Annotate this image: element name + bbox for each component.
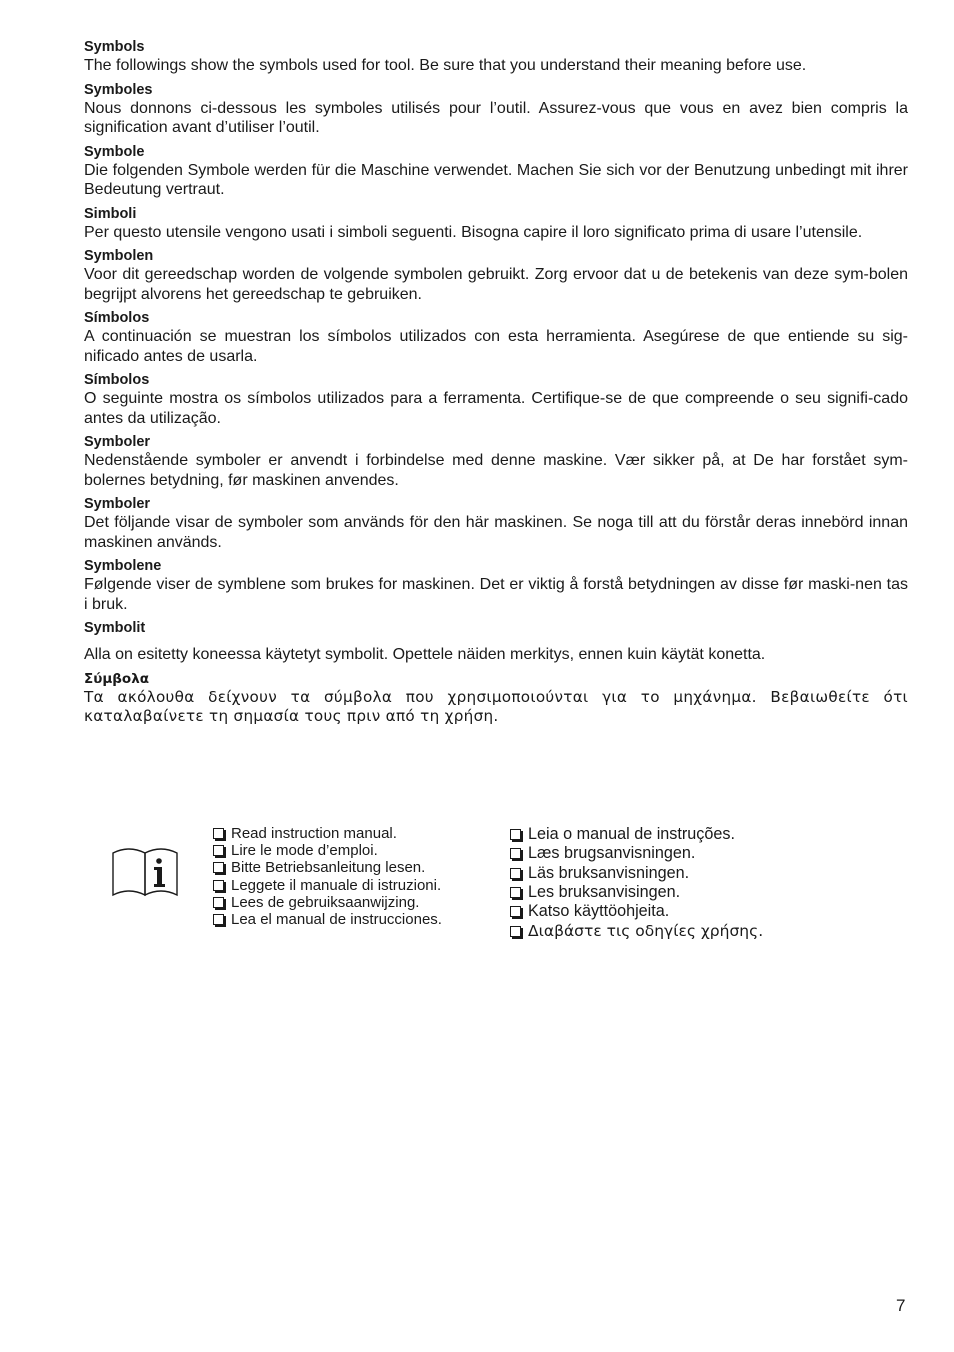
- section-title: Symbole: [84, 143, 145, 160]
- section-swedish: [84, 496, 908, 552]
- section-title: Symbolen: [84, 248, 154, 264]
- list-item: [509, 883, 763, 902]
- list-item: [212, 859, 442, 876]
- section-spanish: [84, 310, 908, 366]
- manual-instructions-list-left: [212, 825, 442, 928]
- list-item: [509, 864, 763, 883]
- section-body: The followings show the symbols used for tool. Be sure that you understand their meaning before use.: [84, 57, 807, 74]
- section-danish: [84, 434, 908, 490]
- list-item-label: Les bruksanvisingen.: [528, 883, 681, 902]
- list-item: [509, 921, 763, 940]
- section-title: Symboles: [84, 81, 153, 98]
- list-item-label: Lire le mode d’emploi.: [231, 842, 378, 860]
- checkbox-icon: [510, 887, 521, 898]
- section-body: Die folgenden Symbole werden für die Maschine verwendet. Machen Sie sich vor der Benutzung unbedingt mit ihrer Bedeutung vertraut.: [84, 161, 908, 198]
- checkbox-icon: [510, 906, 521, 917]
- list-item: [212, 825, 442, 842]
- checkbox-icon: [510, 829, 521, 840]
- section-italian: [84, 206, 908, 243]
- instruction-manual-icon: [112, 842, 178, 898]
- section-body: Følgende viser de symblene som brukes for maskinen. Det er viktig å forstå betydningen av disse før maski-nen tas i bruk.: [84, 576, 908, 613]
- section-body: O seguinte mostra os símbolos utilizados para a ferramenta. Certifique-se de que compreende o seu signifi-cado antes da utilização.: [84, 390, 908, 427]
- checkbox-icon: [213, 862, 224, 873]
- section-title: Symboler: [84, 496, 151, 512]
- section-title: Simboli: [84, 205, 137, 222]
- list-item-label: Read instruction manual.: [231, 825, 397, 843]
- checkbox-icon: [213, 828, 224, 839]
- section-title: Symbolene: [84, 558, 162, 574]
- list-item: [212, 842, 442, 859]
- section-title: Symbolit: [84, 620, 146, 636]
- checkbox-icon: [213, 914, 224, 925]
- section-finnish: [84, 620, 908, 665]
- section-norwegian: [84, 558, 908, 614]
- section-dutch: [84, 248, 908, 304]
- section-body: Alla on esitetty koneessa käytetyt symbolit. Opettele näiden merkitys, ennen kuin käytät konetta.: [84, 646, 766, 663]
- list-item-label: Læs brugsanvisningen.: [528, 844, 696, 863]
- list-item: [212, 911, 442, 928]
- symbols-text-block: [84, 39, 908, 733]
- list-item: [212, 894, 442, 911]
- section-body: Nous donnons ci-dessous les symboles utilisés pour l’outil. Assurez-vous que vous en avez bien compris la signification avant d’utiliser l’outil.: [84, 99, 908, 136]
- section-title: Símbolos: [84, 372, 150, 388]
- section-german: [84, 144, 908, 200]
- section-body: Per questo utensile vengono usati i simboli seguenti. Bisogna capire il loro significato prima di usare l’utensile.: [84, 223, 863, 241]
- checkbox-icon: [510, 848, 521, 859]
- manual-instructions-list-right: [509, 825, 763, 941]
- section-greek: [84, 671, 908, 727]
- list-item-label: Leggete il manuale di istruzioni.: [231, 876, 442, 894]
- section-english: [84, 39, 908, 76]
- list-item: [212, 877, 442, 894]
- section-title: Símbolos: [84, 310, 150, 326]
- list-item-label: Katso käyttöohjeita.: [528, 902, 670, 921]
- list-item: [509, 902, 763, 921]
- section-title: Symboler: [84, 434, 151, 450]
- list-item-label: Bitte Betriebsanleitung lesen.: [231, 859, 426, 877]
- checkbox-icon: [510, 926, 521, 937]
- checkbox-icon: [510, 868, 521, 879]
- list-item-label: Lees de gebruiksaanwijzing.: [231, 893, 420, 911]
- list-item-label: Leia o manual de instruções.: [528, 825, 735, 844]
- page-number: 7: [896, 1296, 906, 1315]
- checkbox-icon: [213, 897, 224, 908]
- section-french: [84, 82, 908, 138]
- section-body: A continuación se muestran los símbolos utilizados con esta herramienta. Asegúrese de que entiende su sig-nificado antes de usarla.: [84, 328, 908, 365]
- section-body: Τα ακόλουθα δείχνουν τα σύμβολα που χρησιμοποιούνται για το μηχάνημα. Βεβαιωθείτε ότι καταλαβαίνετε τη σημασία τους πριν από τη χρήση.: [84, 687, 908, 725]
- list-item-label: Διαβάστε τις οδηγίες χρήσης.: [528, 922, 764, 941]
- section-title: Σύμβολα: [84, 670, 150, 687]
- checkbox-icon: [213, 880, 224, 891]
- list-item: [509, 844, 763, 863]
- list-item-label: Läs bruksanvisningen.: [528, 863, 690, 882]
- section-body: Nedenstående symboler er anvendt i forbindelse med denne maskine. Vær sikker på, at De har forstået sym-bolernes betydning, før maskinen anvendes.: [84, 452, 908, 489]
- list-item-label: Lea el manual de instrucciones.: [231, 911, 442, 929]
- section-body: Det följande visar de symboler som används för den här maskinen. Se noga till att du förstår deras innebörd innan maskinen används.: [84, 514, 908, 551]
- section-title: Symbols: [84, 39, 145, 55]
- list-item: [509, 825, 763, 844]
- section-body: Voor dit gereedschap worden de volgende symbolen gebruikt. Zorg ervoor dat u de betekenis van deze sym-bolen begrijpt alvorens het gereedschap te gebruiken.: [84, 266, 908, 303]
- section-portuguese: [84, 372, 908, 428]
- checkbox-icon: [213, 845, 224, 856]
